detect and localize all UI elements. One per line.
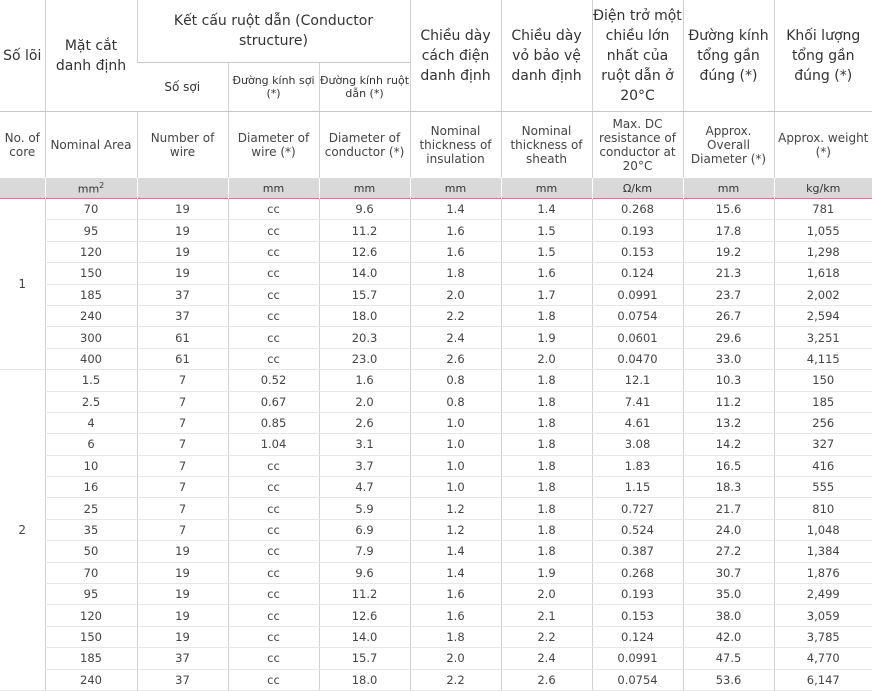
sheath-cell: 1.6: [501, 263, 592, 284]
wire-diameter-cell: cc: [228, 263, 319, 284]
resistance-cell: 4.61: [592, 412, 683, 433]
wire-diameter-cell: cc: [228, 669, 319, 690]
table-row: [0, 477, 872, 498]
overall-diameter-cell: 14.2: [683, 434, 774, 455]
col-weight-vi: Khối lượng tổng gần đúng (*): [774, 0, 872, 112]
area-cell: 150: [45, 263, 137, 284]
wires-cell: 7: [137, 370, 228, 391]
insulation-cell: 1.0: [410, 434, 501, 455]
weight-cell: 3,251: [774, 327, 872, 348]
resistance-cell: 0.0991: [592, 648, 683, 669]
wires-cell: 19: [137, 220, 228, 241]
conductor-diameter-cell: 9.6: [319, 562, 410, 583]
wires-cell: 37: [137, 284, 228, 305]
col-resistance-en: Max. DC resistance of conductor at 20°C: [592, 112, 683, 179]
overall-diameter-cell: 15.6: [683, 199, 774, 220]
col-area-en: Nominal Area: [45, 112, 137, 179]
wires-cell: 19: [137, 541, 228, 562]
table-row: [0, 391, 872, 412]
sheath-cell: 1.4: [501, 199, 592, 220]
wire-diameter-cell: 0.52: [228, 370, 319, 391]
col-conductor-diameter-vi: Đường kính ruột dẫn (*): [319, 63, 410, 112]
overall-diameter-cell: 21.7: [683, 498, 774, 519]
unit-wire-diameter: mm: [228, 178, 319, 199]
insulation-cell: 1.4: [410, 199, 501, 220]
insulation-cell: 2.2: [410, 305, 501, 326]
conductor-diameter-cell: 15.7: [319, 284, 410, 305]
col-wires-en: Number of wire: [137, 112, 228, 179]
wire-diameter-cell: cc: [228, 327, 319, 348]
insulation-cell: 1.6: [410, 220, 501, 241]
wires-cell: 7: [137, 477, 228, 498]
overall-diameter-cell: 27.2: [683, 541, 774, 562]
weight-cell: 1,618: [774, 263, 872, 284]
overall-diameter-cell: 13.2: [683, 412, 774, 433]
sheath-cell: 1.5: [501, 220, 592, 241]
unit-area: [45, 178, 137, 199]
wire-diameter-cell: cc: [228, 241, 319, 262]
sheath-cell: 1.8: [501, 455, 592, 476]
weight-cell: 4,115: [774, 348, 872, 369]
area-cell: 240: [45, 305, 137, 326]
wires-cell: 19: [137, 263, 228, 284]
wires-cell: 37: [137, 669, 228, 690]
conductor-diameter-cell: 7.9: [319, 541, 410, 562]
table-row: [0, 220, 872, 241]
table-row: [0, 519, 872, 540]
col-overall-diameter-vi: Đường kính tổng gần đúng (*): [683, 0, 774, 112]
resistance-cell: 12.1: [592, 370, 683, 391]
wires-cell: 19: [137, 605, 228, 626]
wires-cell: 19: [137, 626, 228, 647]
unit-weight: kg/km: [774, 178, 872, 199]
insulation-cell: 1.8: [410, 626, 501, 647]
weight-cell: 555: [774, 477, 872, 498]
area-cell: 35: [45, 519, 137, 540]
core-count-cell: 2: [0, 370, 45, 691]
weight-cell: 3,785: [774, 626, 872, 647]
col-conductor-diameter-en: Diameter of conductor (*): [319, 112, 410, 179]
resistance-cell: 0.124: [592, 263, 683, 284]
insulation-cell: 1.0: [410, 455, 501, 476]
table-row: [0, 669, 872, 690]
vi-header-row-1: [0, 0, 872, 63]
unit-overall-diameter: mm: [683, 178, 774, 199]
weight-cell: 185: [774, 391, 872, 412]
overall-diameter-cell: 29.6: [683, 327, 774, 348]
sheath-cell: 2.1: [501, 605, 592, 626]
wire-diameter-cell: cc: [228, 519, 319, 540]
resistance-cell: 0.124: [592, 626, 683, 647]
wires-cell: 61: [137, 348, 228, 369]
area-cell: 2.5: [45, 391, 137, 412]
weight-cell: 781: [774, 199, 872, 220]
overall-diameter-cell: 30.7: [683, 562, 774, 583]
overall-diameter-cell: 53.6: [683, 669, 774, 690]
table-row: [0, 263, 872, 284]
wire-diameter-cell: cc: [228, 541, 319, 562]
insulation-cell: 1.8: [410, 263, 501, 284]
resistance-cell: 7.41: [592, 391, 683, 412]
col-wire-diameter-en: Diameter of wire (*): [228, 112, 319, 179]
wires-cell: 19: [137, 584, 228, 605]
wires-cell: 19: [137, 241, 228, 262]
wire-diameter-cell: cc: [228, 584, 319, 605]
en-header-row: [0, 112, 872, 179]
conductor-diameter-cell: 3.1: [319, 434, 410, 455]
insulation-cell: 2.0: [410, 648, 501, 669]
insulation-cell: 2.6: [410, 348, 501, 369]
insulation-cell: 0.8: [410, 370, 501, 391]
weight-cell: 4,770: [774, 648, 872, 669]
overall-diameter-cell: 17.8: [683, 220, 774, 241]
col-overall-diameter-en: Approx. Overall Diameter (*): [683, 112, 774, 179]
sheath-cell: 2.0: [501, 584, 592, 605]
wire-diameter-cell: cc: [228, 626, 319, 647]
wire-diameter-cell: cc: [228, 498, 319, 519]
sheath-cell: 1.8: [501, 391, 592, 412]
wire-diameter-cell: cc: [228, 605, 319, 626]
insulation-cell: 2.0: [410, 284, 501, 305]
sheath-cell: 2.0: [501, 348, 592, 369]
wire-diameter-cell: cc: [228, 455, 319, 476]
col-sheath-vi: Chiều dày vỏ bảo vệ danh định: [501, 0, 592, 112]
sheath-cell: 2.6: [501, 669, 592, 690]
table-row: [0, 562, 872, 583]
resistance-cell: 0.727: [592, 498, 683, 519]
area-cell: 16: [45, 477, 137, 498]
overall-diameter-cell: 26.7: [683, 305, 774, 326]
sheath-cell: 1.8: [501, 412, 592, 433]
overall-diameter-cell: 33.0: [683, 348, 774, 369]
insulation-cell: 0.8: [410, 391, 501, 412]
insulation-cell: 1.6: [410, 241, 501, 262]
wires-cell: 7: [137, 455, 228, 476]
resistance-cell: 0.268: [592, 562, 683, 583]
insulation-cell: 1.0: [410, 477, 501, 498]
unit-resistance: Ω/km: [592, 178, 683, 199]
overall-diameter-cell: 18.3: [683, 477, 774, 498]
resistance-cell: 0.193: [592, 220, 683, 241]
conductor-diameter-cell: 2.6: [319, 412, 410, 433]
sheath-cell: 2.4: [501, 648, 592, 669]
wire-diameter-cell: cc: [228, 220, 319, 241]
insulation-cell: 2.2: [410, 669, 501, 690]
conductor-diameter-cell: 1.6: [319, 370, 410, 391]
table-row: [0, 241, 872, 262]
weight-cell: 2,499: [774, 584, 872, 605]
insulation-cell: 2.4: [410, 327, 501, 348]
resistance-cell: 0.0601: [592, 327, 683, 348]
sheath-cell: 1.8: [501, 541, 592, 562]
unit-area-exponent: 2: [99, 180, 105, 190]
conductor-diameter-cell: 18.0: [319, 669, 410, 690]
wires-cell: 7: [137, 391, 228, 412]
area-cell: 4: [45, 412, 137, 433]
area-cell: 120: [45, 605, 137, 626]
weight-cell: 1,384: [774, 541, 872, 562]
col-weight-en: Approx. weight (*): [774, 112, 872, 179]
wires-cell: 7: [137, 519, 228, 540]
wires-cell: 19: [137, 562, 228, 583]
overall-diameter-cell: 42.0: [683, 626, 774, 647]
table-row: [0, 455, 872, 476]
conductor-diameter-cell: 23.0: [319, 348, 410, 369]
table-row: [0, 648, 872, 669]
resistance-cell: 0.153: [592, 241, 683, 262]
resistance-cell: 0.193: [592, 584, 683, 605]
units-row: [0, 178, 872, 199]
wire-diameter-cell: cc: [228, 348, 319, 369]
area-cell: 6: [45, 434, 137, 455]
area-cell: 70: [45, 562, 137, 583]
conductor-diameter-cell: 11.2: [319, 220, 410, 241]
insulation-cell: 1.0: [410, 412, 501, 433]
area-cell: 95: [45, 220, 137, 241]
weight-cell: 6,147: [774, 669, 872, 690]
wire-diameter-cell: 0.85: [228, 412, 319, 433]
area-cell: 240: [45, 669, 137, 690]
resistance-cell: 0.0754: [592, 305, 683, 326]
conductor-diameter-cell: 14.0: [319, 626, 410, 647]
conductor-diameter-cell: 9.6: [319, 199, 410, 220]
area-cell: 300: [45, 327, 137, 348]
weight-cell: 150: [774, 370, 872, 391]
resistance-cell: 0.387: [592, 541, 683, 562]
overall-diameter-cell: 35.0: [683, 584, 774, 605]
wires-cell: 7: [137, 412, 228, 433]
wire-diameter-cell: 0.67: [228, 391, 319, 412]
sheath-cell: 1.8: [501, 477, 592, 498]
resistance-cell: 3.08: [592, 434, 683, 455]
overall-diameter-cell: 10.3: [683, 370, 774, 391]
weight-cell: 256: [774, 412, 872, 433]
table-row: [0, 370, 872, 391]
sheath-cell: 1.5: [501, 241, 592, 262]
unit-sheath: mm: [501, 178, 592, 199]
weight-cell: 1,055: [774, 220, 872, 241]
conductor-diameter-cell: 4.7: [319, 477, 410, 498]
weight-cell: 1,048: [774, 519, 872, 540]
overall-diameter-cell: 47.5: [683, 648, 774, 669]
unit-conductor-diameter: mm: [319, 178, 410, 199]
table-row: [0, 584, 872, 605]
conductor-diameter-cell: 2.0: [319, 391, 410, 412]
area-cell: 25: [45, 498, 137, 519]
wire-diameter-cell: cc: [228, 284, 319, 305]
col-structure-vi: Kết cấu ruột dẫn (Conductor structure): [137, 0, 410, 63]
unit-wires: [137, 178, 228, 199]
col-insulation-en: Nominal thickness of insulation: [410, 112, 501, 179]
wires-cell: 37: [137, 305, 228, 326]
wire-diameter-cell: cc: [228, 199, 319, 220]
wires-cell: 7: [137, 498, 228, 519]
col-resistance-vi: Điện trở một chiều lớn nhất của ruột dẫn ở 20°C: [592, 0, 683, 112]
weight-cell: 1,298: [774, 241, 872, 262]
table-row: [0, 434, 872, 455]
overall-diameter-cell: 38.0: [683, 605, 774, 626]
conductor-diameter-cell: 3.7: [319, 455, 410, 476]
sheath-cell: 1.9: [501, 327, 592, 348]
sheath-cell: 1.8: [501, 519, 592, 540]
resistance-cell: 1.15: [592, 477, 683, 498]
resistance-cell: 0.0470: [592, 348, 683, 369]
sheath-cell: 2.2: [501, 626, 592, 647]
resistance-cell: 0.524: [592, 519, 683, 540]
insulation-cell: 1.6: [410, 584, 501, 605]
wires-cell: 37: [137, 648, 228, 669]
insulation-cell: 1.6: [410, 605, 501, 626]
area-cell: 70: [45, 199, 137, 220]
wires-cell: 7: [137, 434, 228, 455]
sheath-cell: 1.9: [501, 562, 592, 583]
area-cell: 10: [45, 455, 137, 476]
table-row: [0, 498, 872, 519]
weight-cell: 416: [774, 455, 872, 476]
wire-diameter-cell: 1.04: [228, 434, 319, 455]
conductor-diameter-cell: 12.6: [319, 241, 410, 262]
conductor-diameter-cell: 12.6: [319, 605, 410, 626]
resistance-cell: 0.268: [592, 199, 683, 220]
overall-diameter-cell: 23.7: [683, 284, 774, 305]
resistance-cell: 1.83: [592, 455, 683, 476]
insulation-cell: 1.4: [410, 541, 501, 562]
col-insulation-vi: Chiều dày cách điện danh định: [410, 0, 501, 112]
area-cell: 150: [45, 626, 137, 647]
table-row: [0, 199, 872, 220]
sheath-cell: 1.8: [501, 305, 592, 326]
sheath-cell: 1.8: [501, 498, 592, 519]
area-cell: 185: [45, 648, 137, 669]
weight-cell: 1,876: [774, 562, 872, 583]
weight-cell: 2,002: [774, 284, 872, 305]
wire-diameter-cell: cc: [228, 305, 319, 326]
core-count-cell: 1: [0, 199, 45, 370]
wires-cell: 19: [137, 199, 228, 220]
resistance-cell: 0.153: [592, 605, 683, 626]
area-cell: 400: [45, 348, 137, 369]
table-body: [0, 199, 872, 691]
table-row: [0, 284, 872, 305]
overall-diameter-cell: 19.2: [683, 241, 774, 262]
area-cell: 185: [45, 284, 137, 305]
sheath-cell: 1.8: [501, 434, 592, 455]
area-cell: 95: [45, 584, 137, 605]
col-cores-vi: Số lõi: [0, 0, 45, 112]
insulation-cell: 1.4: [410, 562, 501, 583]
sheath-cell: 1.8: [501, 370, 592, 391]
conductor-diameter-cell: 11.2: [319, 584, 410, 605]
conductor-diameter-cell: 5.9: [319, 498, 410, 519]
table-row: [0, 541, 872, 562]
overall-diameter-cell: 11.2: [683, 391, 774, 412]
unit-insulation: mm: [410, 178, 501, 199]
area-cell: 120: [45, 241, 137, 262]
col-sheath-en: Nominal thickness of sheath: [501, 112, 592, 179]
table-row: [0, 327, 872, 348]
conductor-diameter-cell: 18.0: [319, 305, 410, 326]
wire-diameter-cell: cc: [228, 477, 319, 498]
table-row: [0, 348, 872, 369]
conductor-diameter-cell: 6.9: [319, 519, 410, 540]
wires-cell: 61: [137, 327, 228, 348]
weight-cell: 3,059: [774, 605, 872, 626]
table-row: [0, 605, 872, 626]
unit-cores: [0, 178, 45, 199]
wire-diameter-cell: cc: [228, 562, 319, 583]
conductor-diameter-cell: 20.3: [319, 327, 410, 348]
resistance-cell: 0.0991: [592, 284, 683, 305]
overall-diameter-cell: 24.0: [683, 519, 774, 540]
table-row: [0, 626, 872, 647]
area-cell: 50: [45, 541, 137, 562]
weight-cell: 2,594: [774, 305, 872, 326]
area-cell: 1.5: [45, 370, 137, 391]
col-area-vi: Mặt cắt danh định: [45, 0, 137, 112]
weight-cell: 327: [774, 434, 872, 455]
insulation-cell: 1.2: [410, 519, 501, 540]
unit-area-base: mm: [77, 182, 100, 196]
overall-diameter-cell: 16.5: [683, 455, 774, 476]
weight-cell: 810: [774, 498, 872, 519]
conductor-diameter-cell: 15.7: [319, 648, 410, 669]
conductor-diameter-cell: 14.0: [319, 263, 410, 284]
col-wire-diameter-vi: Đường kính sợi (*): [228, 63, 319, 112]
col-cores-en: No. of core: [4, 131, 40, 159]
table-row: [0, 305, 872, 326]
insulation-cell: 1.2: [410, 498, 501, 519]
col-wires-vi: Số sợi: [137, 63, 228, 112]
overall-diameter-cell: 21.3: [683, 263, 774, 284]
wire-diameter-cell: cc: [228, 648, 319, 669]
sheath-cell: 1.7: [501, 284, 592, 305]
table-row: [0, 412, 872, 433]
resistance-cell: 0.0754: [592, 669, 683, 690]
